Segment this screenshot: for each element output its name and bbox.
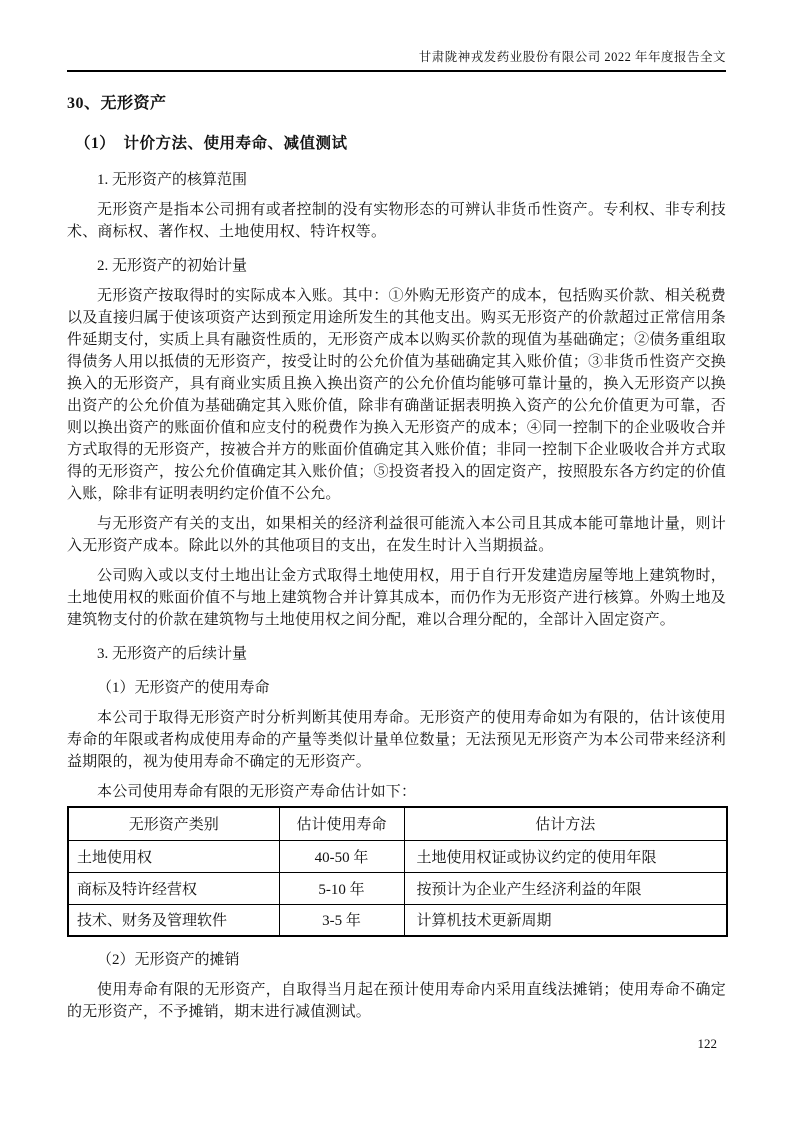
running-header-title: 甘肃陇神戎发药业股份有限公司 2022 年年度报告全文: [418, 50, 726, 64]
table-header-row: [68, 807, 727, 840]
page-number: 122: [697, 1036, 717, 1051]
expense-paragraph: 与无形资产有关的支出，如果相关的经济利益很可能流入本公司且其成本能可靠地计量，则计入无形资产成本。除此以外的其他项目的支出，在发生时计入当期损益。: [67, 516, 726, 554]
table-row: [68, 872, 727, 904]
useful-life-estimate-table: [67, 806, 728, 937]
cell-category: 技术、财务及管理软件: [68, 904, 279, 936]
column-header-estimated-life: 估计使用寿命: [279, 807, 404, 840]
cell-category: 商标及特许经营权: [68, 872, 279, 904]
scope-paragraph: 无形资产是指本公司拥有或者控制的没有实物形态的可辨认非货币性资产。专利权、非专利技术、商标权、著作权、土地使用权、特许权等。: [67, 202, 726, 240]
initial-measurement-heading: 2. 无形资产的初始计量: [97, 258, 248, 274]
table-row: [68, 904, 727, 936]
cell-estimate-method: 计算机技术更新周期: [404, 904, 727, 936]
amortization-paragraph: 使用寿命有限的无形资产，自取得当月起在预计使用寿命内采用直线法摊销；使用寿命不确定的无形资产，不予摊销，期末进行减值测试。: [67, 982, 726, 1020]
cell-estimate-method: 土地使用权证或协议约定的使用年限: [404, 840, 727, 872]
table-row: [68, 840, 727, 872]
land-use-right-paragraph: 公司购入或以支付土地出让金方式取得土地使用权，用于自行开发建造房屋等地上建筑物时，土地使用权的账面价值不与地上建筑物合并计算其成本，而仍作为无形资产进行核算。外购土地及建筑物支付的价款在建筑物与土地使用权之间分配，难以合理分配的，全部计入固定资产。: [67, 568, 726, 628]
cell-estimate-method: 按预计为企业产生经济利益的年限: [404, 872, 727, 904]
cell-estimated-life: 40-50 年: [279, 840, 404, 872]
column-header-estimate-method: 估计方法: [404, 807, 727, 840]
scope-heading: 1. 无形资产的核算范围: [97, 172, 248, 188]
column-header-category: 无形资产类别: [68, 807, 279, 840]
header-rule: [67, 70, 726, 72]
cell-estimated-life: 5-10 年: [279, 872, 404, 904]
section-heading: 30、无形资产: [67, 95, 167, 112]
table-caption: 本公司使用寿命有限的无形资产寿命估计如下：: [97, 784, 417, 800]
subsection-heading: （1） 计价方法、使用寿命、减值测试: [75, 135, 348, 152]
useful-life-paragraph: 本公司于取得无形资产时分析判断其使用寿命。无形资产的使用寿命如为有限的，估计该使用寿命的年限或者构成使用寿命的产量等类似计量单位数量；无法预见无形资产为本公司带来经济利益期限的，视为使用寿命不确定的无形资产。: [67, 710, 726, 770]
cell-category: 土地使用权: [68, 840, 279, 872]
amortization-heading: （2）无形资产的摊销: [97, 952, 240, 968]
initial-measurement-paragraph: 无形资产按取得时的实际成本入账。其中：①外购无形资产的成本，包括购买价款、相关税费以及直接归属于使该项资产达到预定用途所发生的其他支出。购买无形资产的价款超过正常信用条件延期支付，实质上具有融资性质的，无形资产成本以购买价款的现值为基础确定；②债务重组取得债务人用以抵债的无形资产，按受让时的公允价值为基础确定其入账价值；③非货币性资产交换换入的无形资产，具有商业实质且换入换出资产的公允价值均能够可靠计量的，换入无形资产以换出资产的公允价值为基础确定其入账价值，除非有确凿证据表明换入资产的公允价值更为可靠，否则以换出资产的账面价值和应支付的税费作为换入无形资产的成本；④同一控制下的企业吸收合并方式取得的无形资产，按被合并方的账面价值确定其入账价值；非同一控制下企业吸收合并方式取得的无形资产，按公允价值确定其入账价值；⑤投资者投入的固定资产，按照股东各方约定的价值入账，除非有证明表明约定价值不公允。: [67, 288, 726, 502]
subsequent-measurement-heading: 3. 无形资产的后续计量: [97, 646, 248, 662]
cell-estimated-life: 3-5 年: [279, 904, 404, 936]
useful-life-heading: （1）无形资产的使用寿命: [97, 680, 270, 696]
